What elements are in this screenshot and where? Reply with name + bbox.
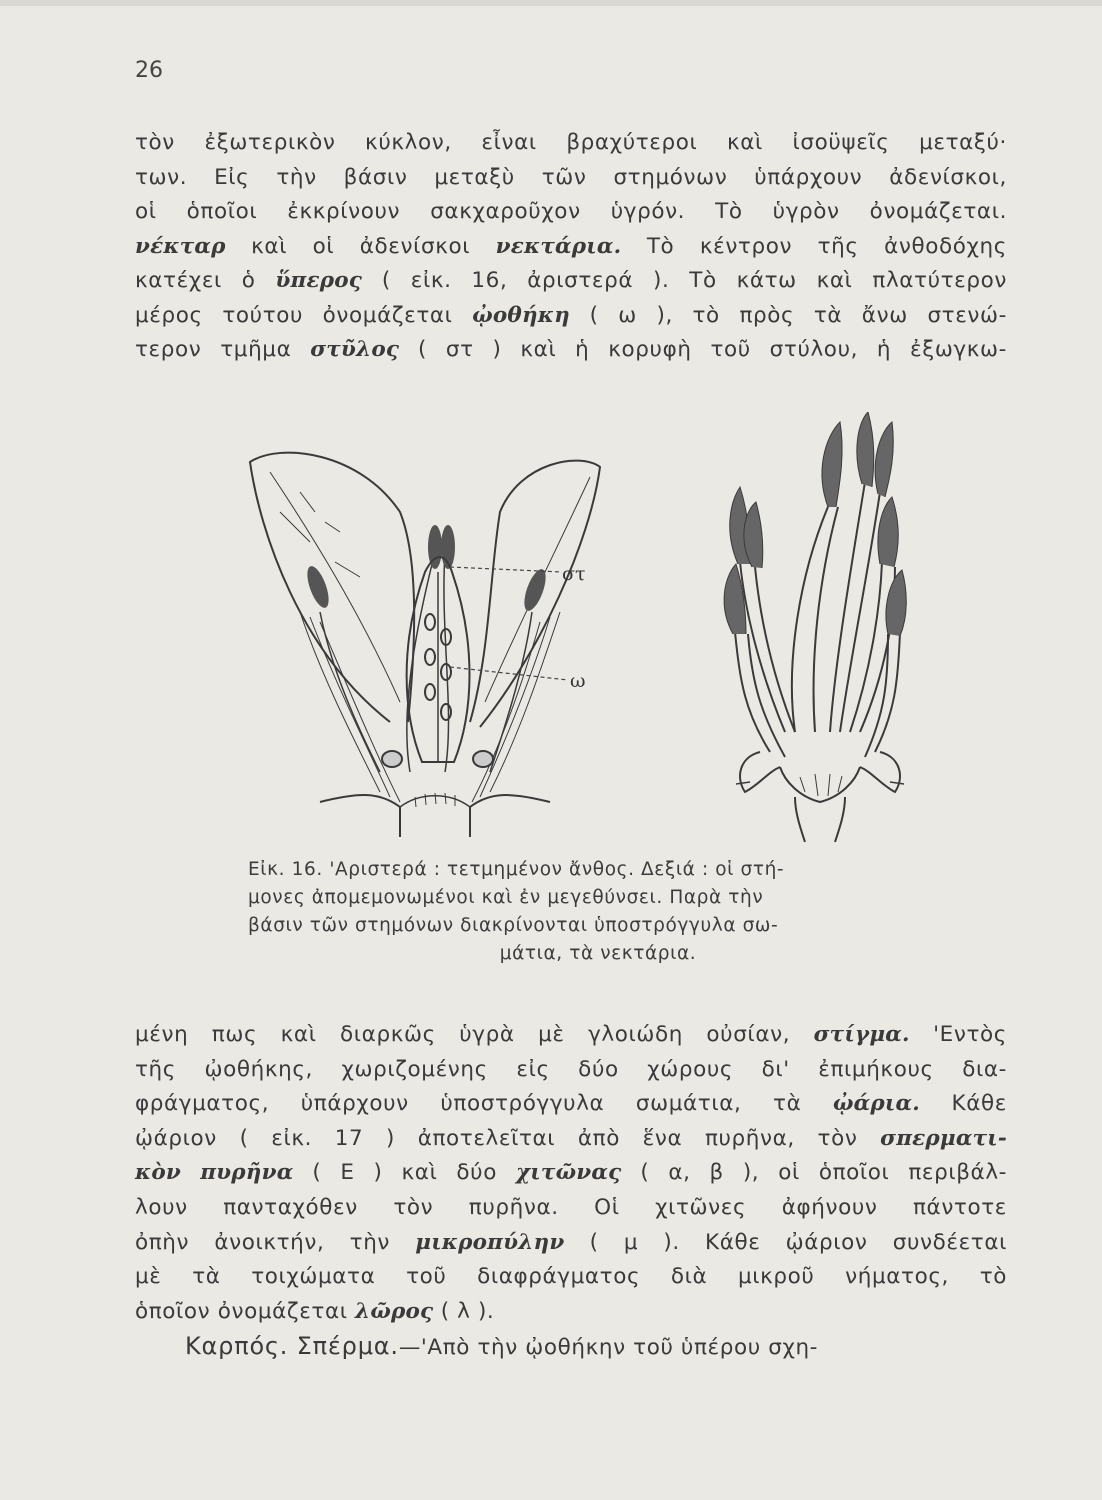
- key-term: νέκταρ: [135, 233, 226, 259]
- text-run: καὶ οἱ ἀδενίσκοι: [225, 233, 496, 259]
- key-term: στίγμα.: [813, 1022, 910, 1047]
- page-number: 26: [135, 58, 163, 83]
- text-run: ( λ ).: [433, 1298, 495, 1324]
- text-run: ( α, β ), οἱ ὁποῖοι περιβάλ-: [621, 1160, 1008, 1186]
- paragraph-top: [135, 126, 1007, 368]
- cut-flower-drawing: [250, 453, 600, 837]
- key-term: μικροπύλην: [415, 1229, 565, 1255]
- flower-illustration: [240, 412, 1020, 842]
- text-line: [135, 126, 1007, 161]
- text-run: μὲ τὰ τοιχώματα τοῦ διαφράγματος διὰ μικροῦ νήματος, τὸ: [135, 1264, 1007, 1290]
- key-term: χιτῶνας: [515, 1160, 622, 1186]
- text-run: των. Εἰς τὴν βάσιν μεταξὺ τῶν στημόνων ὑπάρχουν ἀδενίσκοι,: [135, 164, 1007, 190]
- text-run: τῆς ᾠοθήκης, χωριζομένης εἰς δύο χώρους δι' ἐπιμήκους δια-: [135, 1056, 1007, 1082]
- text-line: [135, 299, 1007, 334]
- caption-line-2: μονες ἀπομεμονωμένοι καὶ ἐν μεγεθύνσει. Παρὰ τὴν: [248, 887, 764, 908]
- ovary-leader-line: [450, 667, 568, 680]
- text-line: [135, 1053, 1007, 1088]
- text-run: ὀπὴν ἀνοικτήν, τὴν: [135, 1229, 416, 1255]
- key-term: ᾠάρια.: [832, 1091, 920, 1117]
- stamens-drawing: [724, 412, 906, 842]
- key-term: ᾠοθήκη: [472, 302, 570, 328]
- text-run: ( στ ) καὶ ἡ κορυφὴ τοῦ στύλου, ἡ ἐξωγκω-: [399, 337, 1007, 362]
- text-run: κατέχει ὁ: [135, 268, 276, 293]
- text-line: [135, 333, 1007, 368]
- text-run: ( μ ). Κάθε ᾠάριον συνδέεται: [564, 1229, 1007, 1255]
- caption-line-4: μάτια, τὰ νεκτάρια.: [499, 943, 697, 964]
- label-ovary: ω: [570, 670, 586, 692]
- text-run: φράγματος, ὑπάρχουν ὑποστρόγγυλα σωμάτια, τὰ: [135, 1091, 833, 1117]
- text-run: οἱ ὁποῖοι ἐκκρίνουν σακχαροῦχον ὑγρόν. Τὸ ὑγρὸν ὀνομάζεται.: [135, 199, 1007, 224]
- text-line: [135, 195, 1007, 230]
- text-line: [135, 1226, 1007, 1261]
- text-line: [135, 230, 1007, 265]
- text-run: ᾠάριον ( εἰκ. 17 ) ἀποτελεῖται ἀπὸ ἕνα πυρῆνα, τὸν: [135, 1125, 881, 1151]
- left-petal: [250, 453, 414, 722]
- figure-16: [240, 412, 1020, 842]
- label-style: στ: [562, 563, 586, 585]
- caption-line-1: Εἰκ. 16. 'Αριστερά : τετμημένον ἄνθος. Δεξιά : οἱ στή-: [248, 859, 785, 880]
- text-run: μένη πως καὶ διαρκῶς ὑγρὰ μὲ γλοιώδη οὐσίαν,: [135, 1022, 814, 1047]
- figure-caption: [248, 856, 968, 968]
- text-line: [135, 1087, 1007, 1122]
- text-line: [135, 1260, 1007, 1295]
- key-term: κὸν πυρῆνα: [135, 1160, 294, 1186]
- text-run: ὁποῖον ὀνομάζεται: [135, 1298, 356, 1324]
- text-run: ( Ε ) καὶ δύο: [293, 1160, 516, 1186]
- text-run: μέρος τούτου ὀνομάζεται: [135, 302, 473, 328]
- key-term: σπερματι-: [880, 1125, 1007, 1151]
- text-line: [135, 161, 1007, 196]
- section-heading: Καρπός. Σπέρμα.: [185, 1332, 399, 1361]
- key-term: λῶρος: [355, 1298, 434, 1324]
- key-term: ὕπερος: [275, 268, 363, 293]
- text-run: τερον τμῆμα: [135, 337, 311, 362]
- text-run: ( ω ), τὸ πρὸς τὰ ἄνω στενώ-: [569, 302, 1008, 328]
- text-line: [135, 1191, 1007, 1226]
- text-line: [135, 1329, 1007, 1366]
- caption-line-3: βάσιν τῶν στημόνων διακρίνονται ὑποστρόγγυλα σω-: [248, 915, 779, 936]
- text-line: [135, 264, 1007, 299]
- text-run: 'Εντὸς: [909, 1022, 1007, 1047]
- text-run: ( εἰκ. 16, ἀριστερά ). Τὸ κάτω καὶ πλατύτερον: [362, 268, 1007, 293]
- key-term: νεκτάρια.: [495, 233, 622, 259]
- text-run: —'Απὸ τὴν ᾠοθήκην τοῦ ὑπέρου σχη-: [398, 1335, 819, 1361]
- text-line: [135, 1295, 1007, 1330]
- text-line: [135, 1122, 1007, 1157]
- text-line: [135, 1156, 1007, 1191]
- page-top-edge: [0, 0, 1102, 6]
- text-run: Τὸ κέντρον τῆς ἀνθοδόχης: [621, 233, 1007, 259]
- paragraph-bottom: [135, 1018, 1007, 1366]
- text-run: Κάθε: [919, 1091, 1008, 1117]
- text-run: τὸν ἐξωτερικὸν κύκλον, εἶναι βραχύτεροι καὶ ἰσοϋψεῖς μεταξύ·: [135, 130, 1007, 155]
- text-run: λουν πανταχόθεν τὸν πυρῆνα. Οἱ χιτῶνες ἀφήνουν πάντοτε: [135, 1194, 1007, 1220]
- key-term: στῦλος: [310, 337, 400, 362]
- text-line: [135, 1018, 1007, 1053]
